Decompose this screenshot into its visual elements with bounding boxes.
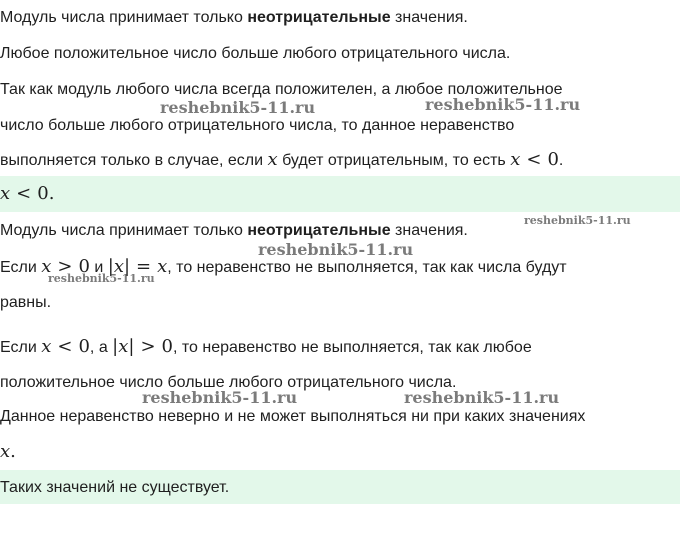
bold-word: неотрицательные — [247, 222, 391, 239]
text-line: число больше любого отрицательного числа, то данное неравенство — [0, 117, 515, 134]
text-segment: , а — [89, 339, 113, 356]
math-operator: < — [526, 149, 542, 170]
math-number: 0 — [547, 149, 559, 170]
text-line — [0, 257, 567, 278]
math-operator: < — [57, 336, 73, 357]
math-variable: x — [0, 183, 11, 204]
text-line: положительное число больше любого отрицательного числа. — [0, 374, 457, 391]
watermark: reshebnik5-11.ru — [142, 388, 298, 407]
math-number: 0 — [78, 336, 90, 357]
text-line: Любое положительное число больше любого отрицательного числа. — [0, 45, 511, 62]
text-line: равны. — [0, 294, 52, 311]
bold-word: неотрицательные — [247, 9, 391, 26]
math-variable: x — [510, 149, 521, 170]
answer-text: Таких значений не существует. — [0, 479, 230, 496]
math-operator: > — [140, 336, 156, 357]
text-segment: Модуль числа принимает только — [0, 222, 248, 239]
math-number: 0 — [161, 336, 173, 357]
watermark: reshebnik5-11.ru — [524, 214, 631, 227]
math-abs: |x| — [107, 256, 131, 277]
math-variable: x — [267, 149, 278, 170]
text-segment: , то неравенство не выполняется, так как числа будут — [167, 259, 567, 276]
text-line: Данное неравенство неверно и не может выполняться ни при каких значениях — [0, 408, 586, 425]
answer-box — [0, 176, 680, 212]
math-variable: x — [41, 336, 52, 357]
text-line — [0, 442, 16, 463]
math-number: 0 — [37, 183, 49, 204]
math-operator: < — [16, 183, 32, 204]
text-segment: значения. — [390, 9, 468, 26]
math-number: 0 — [78, 256, 90, 277]
math-period: . — [48, 183, 55, 204]
answer-text — [0, 184, 54, 205]
math-variable: x — [0, 441, 11, 462]
watermark: reshebnik5-11.ru — [48, 272, 155, 285]
text-segment: . — [558, 152, 564, 169]
math-variable: x — [157, 256, 168, 277]
math-period: . — [10, 441, 16, 462]
text-segment: Если — [0, 259, 42, 276]
text-segment: , то неравенство не выполняется, так как любое — [172, 339, 532, 356]
watermark: reshebnik5-11.ru — [258, 240, 414, 259]
text-segment: значения. — [390, 222, 468, 239]
math-operator: > — [57, 256, 73, 277]
watermark: reshebnik5-11.ru — [160, 98, 316, 117]
text-segment: Если — [0, 339, 42, 356]
math-abs: |x| — [112, 336, 135, 357]
text-segment: выполняется только в случае, если — [0, 152, 268, 169]
text-segment: и — [89, 259, 108, 276]
text-segment: Модуль числа принимает только — [0, 9, 248, 26]
math-operator: = — [136, 256, 152, 277]
text-line — [0, 221, 468, 241]
answer-box — [0, 470, 680, 504]
text-line — [0, 150, 563, 171]
text-segment: будет отрицательным, то есть — [277, 152, 511, 169]
text-line: Так как модуль любого числа всегда положителен, а любое положительное — [0, 81, 563, 98]
watermark: reshebnik5-11.ru — [425, 95, 581, 114]
math-variable: x — [41, 256, 52, 277]
watermark: reshebnik5-11.ru — [404, 388, 560, 407]
text-line — [0, 337, 532, 358]
text-line — [0, 8, 468, 28]
